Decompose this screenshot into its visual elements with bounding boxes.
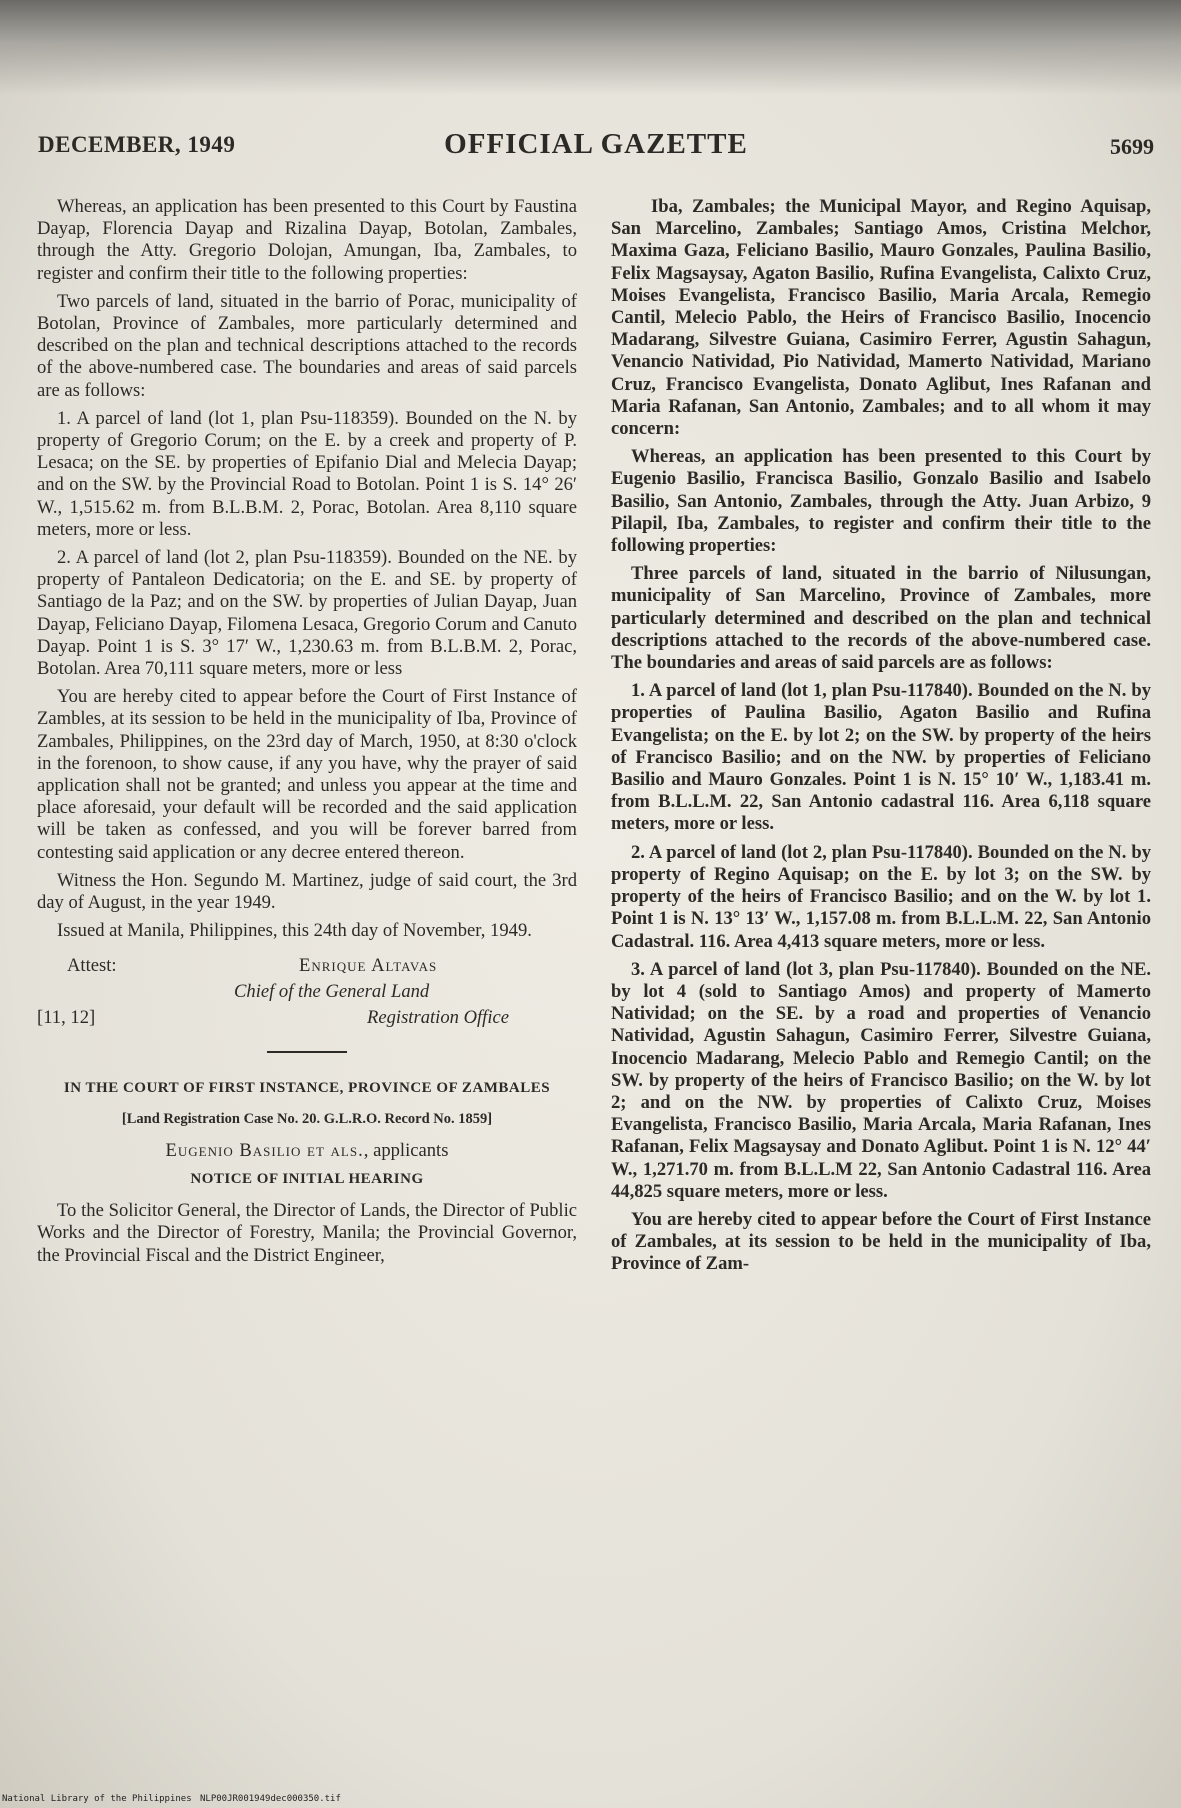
- signature-block: [37, 955, 577, 1029]
- header-date: DECEMBER, 1949: [38, 132, 236, 157]
- paragraph: 1. A parcel of land (lot 1, plan Psu-118359). Bounded on the N. by property of Gregorio Corum; on the E. by a creek and property of P. Lesaca; on the SE. by properties of Epifanio Dial and Melecia Dayap; and on the SW. by the Provincial Road to Botolan. Point 1 is S. 14° 26′ W., 1,515.62 m. from B.L.B.M. 2, Porac, Botolan. Area 8,110 square meters, more or less.: [37, 407, 577, 540]
- footer-file: NLP00JR001949dec000350.tif: [200, 1794, 341, 1804]
- court-heading: IN THE COURT OF FIRST INSTANCE, PROVINCE OF ZAMBALES: [63, 1079, 551, 1096]
- header-title: OFFICIAL GAZETTE: [444, 128, 748, 160]
- paragraph: You are hereby cited to appear before the Court of First Instance of Zambales, at its session to be held in the municipality of Iba, Province of Zam-: [611, 1208, 1151, 1275]
- signer-name: Enrique Altavas: [299, 954, 438, 976]
- header-page-number: 5699: [1110, 134, 1154, 159]
- divider: [267, 1051, 347, 1053]
- scan-shadow: [0, 0, 1181, 95]
- applicants-name: Eugenio Basilio et als.: [165, 1139, 364, 1161]
- applicants-suffix: , applicants: [363, 1139, 449, 1161]
- paragraph: 1. A parcel of land (lot 1, plan Psu-117840). Bounded on the N. by properties of Paulina Basilio, Agaton Basilio and Rufina Evangelista; on the E. by lot 2; on the SW. by property of the heirs of Francisco Basilio; and on the NW. by properties of Feliciano Basilio and Mauro Gonzales. Point 1 is N. 15° 10′ W., 1,183.41 m. from B.L.L.M. 22, San Antonio cadastral 116. Area 6,118 square meters, more or less.: [611, 680, 1151, 835]
- signer-title: Registration Office: [367, 1006, 510, 1028]
- paragraph: Whereas, an application has been presented to this Court by Eugenio Basilio, Francisca Basilio, Gonzalo Basilio and Isabelo Basilio, San Antonio, Zambales, through the Atty. Juan Arbizo, 9 Pilapil, Iba, Zambales, to register and confirm their title to the following properties:: [611, 446, 1151, 557]
- scan-footer: [0, 1790, 1181, 1808]
- page-header: [38, 128, 1154, 164]
- attest-label: Attest:: [67, 954, 117, 976]
- paragraph: Issued at Manila, Philippines, this 24th day of November, 1949.: [57, 920, 532, 942]
- notice-title: NOTICE OF INITIAL HEARING: [190, 1170, 424, 1187]
- paragraph: Iba, Zambales; the Municipal Mayor, and Regino Aquisap, San Marcelino, Zambales; Santiago Amos, Cristina Melchor, Maxima Gaza, Feliciano Basilio, Mauro Gonzales, Paulina Basilio, Felix Magsaysay, Agaton Basilio, Rufina Evangelista, Calixto Cruz, Moises Evangelista, Francisco Basilio, Maria Arcala, Remegio Cantil, Melecio Pablo, the Heirs of Francisco Basilio, Inocencio Madarang, Silvestre Guiana, Casimiro Ferrer, Agustin Sahagun, Venancio Natividad, Pio Natividad, Mamerto Natividad, Mariano Cruz, Francisco Evangelista, Donato Aglibut, Ines Rafanan and Maria Rafanan, San Antonio, Zambales; and to all whom it may concern:: [611, 196, 1151, 440]
- paragraph: To the Solicitor General, the Director of Lands, the Director of Public Works and the Director of Forestry, Manila; the Provincial Governor, the Provincial Fiscal and the District Engineer,: [37, 1200, 577, 1266]
- signer-title: Chief of the General Land: [234, 980, 430, 1002]
- left-column: [37, 196, 577, 1273]
- paragraph: Whereas, an application has been presented to this Court by Faustina Dayap, Florencia Dayap and Rizalina Dayap, Botolan, Zambales, through the Atty. Gregorio Dolojan, Amungan, Iba, Zambales, to register and confirm their title to the following properties:: [37, 196, 577, 284]
- right-column: [611, 196, 1151, 1282]
- applicants-line: [37, 1140, 577, 1162]
- footer-library: National Library of the Philippines: [2, 1794, 192, 1804]
- paragraph: Two parcels of land, situated in the barrio of Porac, municipality of Botolan, Province of Zambales, more particularly determined and described on the plan and technical descriptions attached to the records of the above-numbered case. The boundaries and areas of said parcels are as follows:: [37, 290, 577, 401]
- paragraph: 3. A parcel of land (lot 3, plan Psu-117840). Bounded on the NE. by lot 4 (sold to Santiago Amos) and property of Mamerto Natividad; on the SE. by a road and properties of Venancio Natividad, Agustin Sahagun, Casimiro Ferrer, Silvestre Guiana, Inocencio Madarang, Melecio Pablo and Remegio Cantil; on the SW. by property of the heirs of Francisco Basilio; on the W. by lot 2; and on the NW. by properties of Calixto Cruz, Moises Evangelista, Francisco Basilio, Maria Arcala, Maria Rafanan, Ines Rafanan, Felix Magsaysay and Donato Aglibut. Point 1 is N. 12° 44′ W., 1,271.70 m. from B.L.L.M 22, San Antonio Cadastral 116. Area 44,825 square meters, more or less.: [611, 958, 1151, 1202]
- paragraph: 2. A parcel of land (lot 2, plan Psu-118359). Bounded on the NE. by property of Pantaleon Dedicatoria; on the E. and SE. by property of Santiago de la Paz; and on the SW. by properties of Julian Dayap, Juan Dayap, Feliciano Dayap, Filomena Lesaca, Gregorio Corum and Canuto Dayap. Point 1 is S. 3° 17′ W., 1,230.63 m. from B.L.B.M. 2, Porac, Botolan. Area 70,111 square meters, more or less: [37, 547, 577, 680]
- paragraph: You are hereby cited to appear before the Court of First Instance of Zambles, at its session to be held in the municipality of Iba, Province of Zambales, Philippines, on the 23rd day of March, 1950, at 8:30 o'clock in the forenoon, to show cause, if any you have, why the prayer of said application shall not be granted; and unless you appear at the time and place aforesaid, your default will be recorded and the said application will be taken as confessed, and you will be forever barred from contesting said application or any decree entered thereon.: [37, 686, 577, 863]
- case-line: [Land Registration Case No. 20. G.L.R.O. Record No. 1859]: [121, 1110, 493, 1127]
- reference-number: [11, 12]: [37, 1006, 96, 1028]
- paragraph: Three parcels of land, situated in the barrio of Nilusungan, municipality of San Marcelino, Province of Zambales, more particularly determined and described on the plan and technical descriptions attached to the records of the above-numbered case. The boundaries and areas of said parcels are as follows:: [611, 563, 1151, 674]
- paragraph: Witness the Hon. Segundo M. Martinez, judge of said court, the 3rd day of August, in the year 1949.: [37, 869, 577, 914]
- paragraph: 2. A parcel of land (lot 2, plan Psu-117840). Bounded on the N. by property of Regino Aquisap; on the E. by lot 3; on the SW. by property of the heirs of Francisco Basilio; and on the W. by lot 1. Point 1 is N. 13° 13′ W., 1,157.08 m. from B.L.L.M. 22, San Antonio Cadastral. 116. Area 4,413 square meters, more or less.: [611, 841, 1151, 952]
